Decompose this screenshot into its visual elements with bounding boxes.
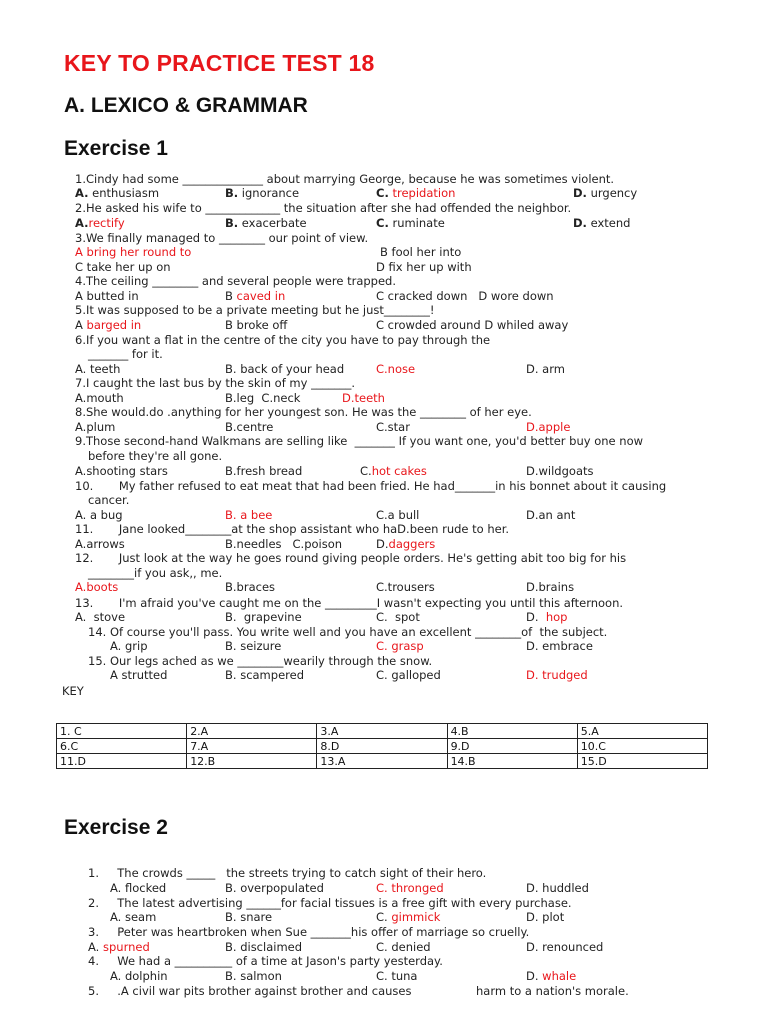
option-a: A butted in xyxy=(75,289,139,303)
option-b-c: B.leg C.neck xyxy=(225,391,301,405)
option-d: D. urgency xyxy=(573,186,638,200)
option-a: A.plum xyxy=(75,420,116,434)
table-cell: 5.A xyxy=(577,724,707,739)
option-b: B. scampered xyxy=(225,668,304,682)
option-b: B.centre xyxy=(225,420,274,434)
option-c: C.a bull xyxy=(376,508,420,522)
option-c: C.nose xyxy=(376,362,416,376)
option-b: B. exacerbate xyxy=(225,216,307,230)
option-b: B. grapevine xyxy=(225,610,302,624)
option-a: A barged in xyxy=(75,318,142,332)
table-cell: 11.D xyxy=(57,754,187,769)
question-text: 9.Those second-hand Walkmans are selling like _______ If you want one, you'd better buy one now xyxy=(75,434,644,448)
option-c: C.hot cakes xyxy=(360,464,427,478)
option-c: C take her up on xyxy=(75,260,171,274)
option-c: C. thronged xyxy=(376,881,444,895)
question-text-cont: harm to a nation's morale. xyxy=(476,984,629,998)
question-text: 13. I'm afraid you've caught me on the _________I wasn't expecting you until this afternoon. xyxy=(75,596,624,610)
question-text: 3.We finally managed to ________ our point of view. xyxy=(75,231,369,245)
option-b: B. a bee xyxy=(225,508,273,522)
option-b-c: B.needles C.poison xyxy=(225,537,343,551)
question-text: 4. We had a __________ of a time at Jason's party yesterday. xyxy=(88,954,443,968)
exercise-2-heading: Exercise 2 xyxy=(64,816,168,839)
option-b: B caved in xyxy=(225,289,286,303)
table-cell: 6.C xyxy=(57,739,187,754)
option-c: C.trousers xyxy=(376,580,435,594)
question-text-cont: cancer. xyxy=(88,493,130,507)
option-b: B fool her into xyxy=(380,245,462,259)
option-d: D.teeth xyxy=(342,391,385,405)
question-text: 3. Peter was heartbroken when Sue _______his offer of marriage so cruelly. xyxy=(88,925,530,939)
option-a: A.shooting stars xyxy=(75,464,168,478)
table-cell: 15.D xyxy=(577,754,707,769)
question-text: 1. The crowds _____ the streets trying to catch sight of their hero. xyxy=(88,866,487,880)
option-b: B. overpopulated xyxy=(225,881,324,895)
question-text: 2.He asked his wife to _____________ the situation after she had offended the neighbor. xyxy=(75,201,572,215)
option-c: C. ruminate xyxy=(376,216,445,230)
option-c: C. grasp xyxy=(376,639,424,653)
question-text-cont: before they're all gone. xyxy=(88,449,223,463)
table-cell: 3.A xyxy=(317,724,447,739)
option-a: A. enthusiasm xyxy=(75,186,160,200)
option-b: B. disclaimed xyxy=(225,940,303,954)
answer-key-table xyxy=(56,723,708,769)
option-b: B broke off xyxy=(225,318,288,332)
option-d: D. trudged xyxy=(526,668,588,682)
question-text: 8.She would.do .anything for her youngest son. He was the ________ of her eye. xyxy=(75,405,532,419)
option-d: D.wildgoats xyxy=(526,464,594,478)
question-text: 14. Of course you'll pass. You write well and you have an excellent ________of the subject. xyxy=(88,625,608,639)
table-row xyxy=(57,754,708,769)
option-a: A strutted xyxy=(110,668,168,682)
question-text: 5. .A civil war pits brother against brother and causes xyxy=(88,984,412,998)
option-a: A. seam xyxy=(110,910,157,924)
option-a: A. dolphin xyxy=(110,969,168,983)
option-a: A bring her round to xyxy=(75,245,192,259)
table-row xyxy=(57,724,708,739)
table-cell: 4.B xyxy=(447,724,577,739)
option-a: A.boots xyxy=(75,580,119,594)
option-c: C. spot xyxy=(376,610,420,624)
option-b: B.fresh bread xyxy=(225,464,303,478)
question-text: 7.I caught the last bus by the skin of my _______. xyxy=(75,376,355,390)
table-cell: 10.C xyxy=(577,739,707,754)
option-c: C. denied xyxy=(376,940,431,954)
option-a: A.rectify xyxy=(75,216,125,230)
option-d: D. embrace xyxy=(526,639,593,653)
table-cell: 2.A xyxy=(187,724,317,739)
option-a: A. flocked xyxy=(110,881,167,895)
option-b: B. snare xyxy=(225,910,273,924)
option-b: B.braces xyxy=(225,580,276,594)
exercise-1-heading: Exercise 1 xyxy=(64,137,168,160)
question-text: 12. Just look at the way he goes round giving people orders. He's getting abit too big for his xyxy=(75,551,627,565)
option-d: D. arm xyxy=(526,362,565,376)
option-c: C. galloped xyxy=(376,668,441,682)
option-a: A. spurned xyxy=(88,940,150,954)
question-text: 15. Our legs ached as we ________wearily through the snow. xyxy=(88,654,433,668)
option-d: D. hop xyxy=(526,610,568,624)
option-d: D. huddled xyxy=(526,881,589,895)
question-text: 2. The latest advertising ______for facial tissues is a free gift with every purchase. xyxy=(88,896,572,910)
question-text-cont: _______ for it. xyxy=(88,347,163,361)
option-d: D. extend xyxy=(573,216,631,230)
table-cell: 1. C xyxy=(57,724,187,739)
question-text: 6.If you want a flat in the centre of the city you have to pay through the xyxy=(75,333,491,347)
option-d: D. renounced xyxy=(526,940,604,954)
option-d: D fix her up with xyxy=(376,260,472,274)
option-a: A. stove xyxy=(75,610,126,624)
option-c: C. tuna xyxy=(376,969,418,983)
option-d: D. plot xyxy=(526,910,565,924)
page-title: KEY TO PRACTICE TEST 18 xyxy=(64,50,375,76)
table-cell: 13.A xyxy=(317,754,447,769)
option-b: B. seizure xyxy=(225,639,282,653)
key-label: KEY xyxy=(62,684,84,698)
question-text-cont: ________if you ask,, me. xyxy=(88,566,223,580)
question-text: 10. My father refused to eat meat that had been fried. He had_______in his bonnet about it causing xyxy=(75,479,667,493)
option-a: A. teeth xyxy=(75,362,121,376)
option-c-d: C crowded around D whiled away xyxy=(376,318,569,332)
table-cell: 14.B xyxy=(447,754,577,769)
table-cell: 7.A xyxy=(187,739,317,754)
option-a: A. grip xyxy=(110,639,148,653)
option-d: D.an ant xyxy=(526,508,576,522)
section-heading: A. LEXICO & GRAMMAR xyxy=(64,94,308,117)
option-d: D. whale xyxy=(526,969,577,983)
option-b: B. ignorance xyxy=(225,186,300,200)
option-d: D.apple xyxy=(526,420,571,434)
option-b: B. back of your head xyxy=(225,362,345,376)
question-text: 1.Cindy had some ______________ about marrying George, because he was sometimes violent. xyxy=(75,172,615,186)
option-c-d: C cracked down D wore down xyxy=(376,289,554,303)
option-a: A.arrows xyxy=(75,537,125,551)
question-text: 11. Jane looked________at the shop assistant who haD.been rude to her. xyxy=(75,522,510,536)
option-b: B. salmon xyxy=(225,969,282,983)
option-d: D.daggers xyxy=(376,537,436,551)
question-text: 5.It was supposed to be a private meeting but he just________! xyxy=(75,303,435,317)
option-a: A.mouth xyxy=(75,391,124,405)
option-c: C. trepidation xyxy=(376,186,456,200)
table-cell: 12.B xyxy=(187,754,317,769)
table-cell: 8.D xyxy=(317,739,447,754)
option-c: C.star xyxy=(376,420,410,434)
option-a: A. a bug xyxy=(75,508,123,522)
table-row xyxy=(57,739,708,754)
question-text: 4.The ceiling ________ and several people were trapped. xyxy=(75,274,397,288)
option-c: C. gimmick xyxy=(376,910,441,924)
option-d: D.brains xyxy=(526,580,575,594)
table-cell: 9.D xyxy=(447,739,577,754)
